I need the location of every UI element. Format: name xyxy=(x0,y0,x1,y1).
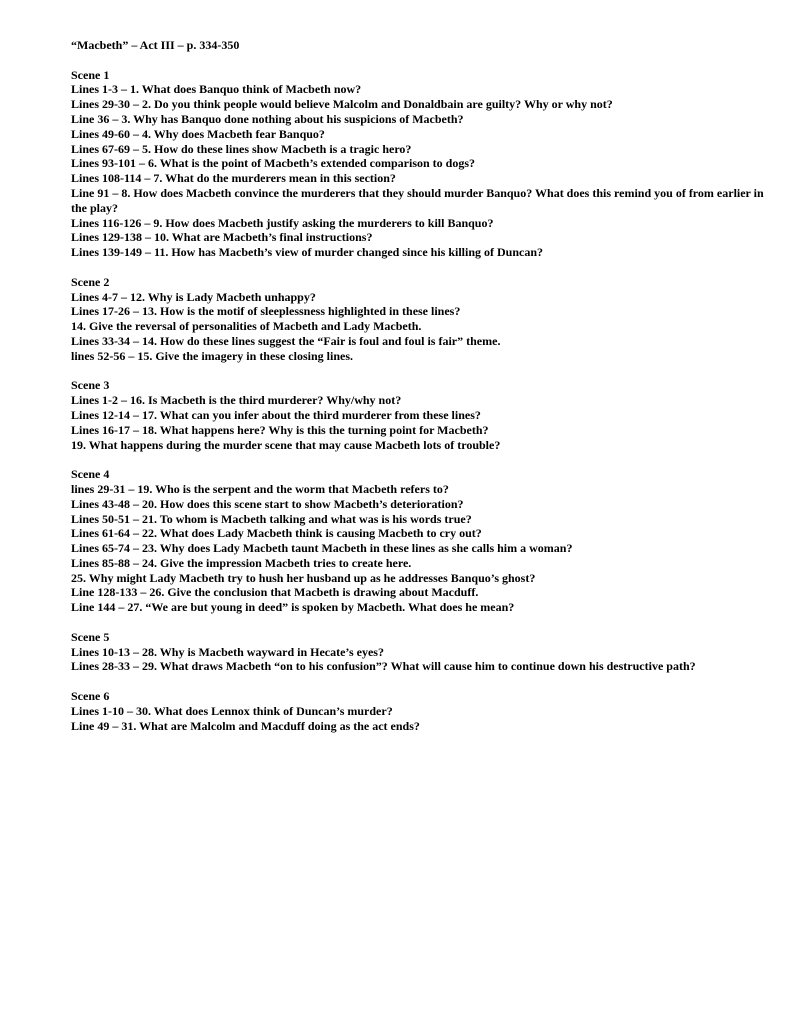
question-line: Lines 65-74 – 23. Why does Lady Macbeth taunt Macbeth in these lines as she calls him a woman? xyxy=(71,541,573,556)
question-line: Lines 61-64 – 22. What does Lady Macbeth think is causing Macbeth to cry out? xyxy=(71,526,482,541)
question-line: 25. Why might Lady Macbeth try to hush her husband up as he addresses Banquo’s ghost? xyxy=(71,570,536,585)
scene-2-section xyxy=(71,275,771,364)
question-line: Lines 85-88 – 24. Give the impression Macbeth tries to create here. xyxy=(71,555,412,570)
question-line: lines 29-31 – 19. Who is the serpent and the worm that Macbeth refers to? xyxy=(71,481,449,496)
question-line: Lines 1-3 – 1. What does Banquo think of Macbeth now? xyxy=(71,82,362,97)
scene-3-section xyxy=(71,378,771,452)
scene-heading: Scene 5 xyxy=(71,629,110,644)
question-line: Lines 108-114 – 7. What do the murderers mean in this section? xyxy=(71,171,396,186)
document-title: “Macbeth” – Act III – p. 334-350 xyxy=(71,38,240,52)
question-line: Lines 33-34 – 14. How do these lines suggest the “Fair is foul and foul is fair” theme. xyxy=(71,333,501,348)
question-line: Lines 28-33 – 29. What draws Macbeth “on to his confusion”? What will cause him to continue down his destructive path? xyxy=(71,659,696,674)
question-line: Lines 43-48 – 20. How does this scene start to show Macbeth’s deterioration? xyxy=(71,496,464,511)
question-line: Lines 12-14 – 17. What can you infer about the third murderer from these lines? xyxy=(71,407,481,422)
question-line: Line 128-133 – 26. Give the conclusion that Macbeth is drawing about Macduff. xyxy=(71,585,479,600)
question-line: 19. What happens during the murder scene that may cause Macbeth lots of trouble? xyxy=(71,437,501,452)
scene-5-section xyxy=(71,630,771,674)
question-line: Lines 93-101 – 6. What is the point of Macbeth’s extended comparison to dogs? xyxy=(71,156,476,171)
question-line: Lines 116-126 – 9. How does Macbeth justify asking the murderers to kill Banquo? xyxy=(71,215,494,230)
question-line: Lines 1-2 – 16. Is Macbeth is the third murderer? Why/why not? xyxy=(71,393,402,408)
question-line: Line 144 – 27. “We are but young in deed” is spoken by Macbeth. What does he mean? xyxy=(71,600,515,615)
question-line: Lines 16-17 – 18. What happens here? Why is this the turning point for Macbeth? xyxy=(71,422,489,437)
scene-heading: Scene 4 xyxy=(71,467,110,482)
question-line: Lines 50-51 – 21. To whom is Macbeth talking and what was is his words true? xyxy=(71,511,472,526)
scene-1-section xyxy=(71,68,771,260)
question-line: lines 52-56 – 15. Give the imagery in these closing lines. xyxy=(71,348,353,363)
question-line: 14. Give the reversal of personalities of Macbeth and Lady Macbeth. xyxy=(71,319,422,334)
question-line: Lines 49-60 – 4. Why does Macbeth fear Banquo? xyxy=(71,126,325,141)
scene-4-section xyxy=(71,467,771,615)
document-page xyxy=(71,38,771,748)
scene-heading: Scene 6 xyxy=(71,689,110,704)
scene-heading: Scene 1 xyxy=(71,67,110,82)
question-line: Lines 139-149 – 11. How has Macbeth’s view of murder changed since his killing of Duncan? xyxy=(71,245,544,260)
question-line: Line 36 – 3. Why has Banquo done nothing about his suspicions of Macbeth? xyxy=(71,111,464,126)
scene-heading: Scene 2 xyxy=(71,274,110,289)
question-line: Lines 1-10 – 30. What does Lennox think of Duncan’s murder? xyxy=(71,703,393,718)
question-line: Lines 17-26 – 13. How is the motif of sleeplessness highlighted in these lines? xyxy=(71,304,461,319)
scene-6-section xyxy=(71,689,771,733)
question-line: Lines 67-69 – 5. How do these lines show Macbeth is a tragic hero? xyxy=(71,141,412,156)
question-line: Lines 129-138 – 10. What are Macbeth’s final instructions? xyxy=(71,230,373,245)
question-line: Lines 10-13 – 28. Why is Macbeth wayward in Hecate’s eyes? xyxy=(71,644,384,659)
question-line: Lines 29-30 – 2. Do you think people would believe Malcolm and Donaldbain are guilty? Why or why not? xyxy=(71,97,613,112)
question-line: Line 91 – 8. How does Macbeth convince the murderers that they should murder Banquo? What does this remind you of from earlier in the play? xyxy=(71,185,764,215)
scene-heading: Scene 3 xyxy=(71,378,110,393)
question-line: Lines 4-7 – 12. Why is Lady Macbeth unhappy? xyxy=(71,289,316,304)
question-line: Line 49 – 31. What are Malcolm and Macduff doing as the act ends? xyxy=(71,718,420,733)
